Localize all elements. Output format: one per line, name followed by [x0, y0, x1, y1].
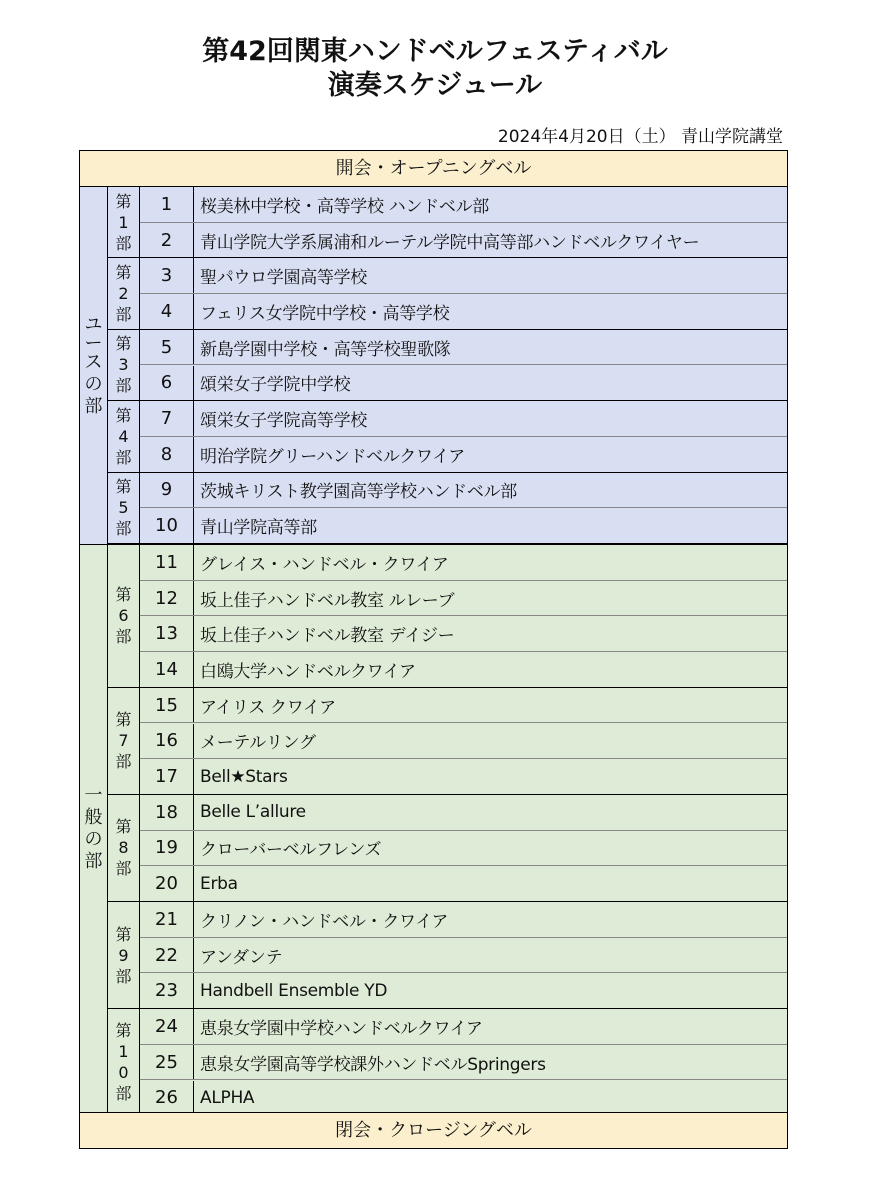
entry-name: メーテルリング: [200, 733, 316, 754]
table-row: [140, 401, 787, 437]
entry-number: 9: [140, 473, 194, 508]
part-label-char: 第: [115, 585, 132, 605]
entry-name: クローバーベルフレンズ: [200, 840, 382, 861]
part-label-char: 第: [115, 924, 132, 944]
part-label-char: 部: [115, 752, 132, 772]
part-label-char: 第: [115, 477, 132, 497]
table-row: [140, 545, 787, 581]
part-label: [108, 1009, 140, 1116]
part-label-char: 部: [115, 966, 132, 986]
entry-number: 15: [140, 688, 194, 723]
youth-label-char: ス: [84, 351, 103, 373]
part-label: [108, 258, 140, 329]
entry-name: アンダンテ: [200, 947, 283, 968]
part-label-char: 0: [118, 1063, 129, 1083]
part-label-char: 8: [118, 838, 129, 858]
table-row: [140, 795, 787, 831]
entry-name: 明治学院グリーハンドベルクワイア: [200, 446, 465, 467]
entry-name: 新島学園中学校・高等学校聖歌隊: [200, 339, 451, 360]
youth-label-char: の: [84, 373, 103, 395]
part-label-char: 第: [115, 817, 132, 837]
entry-name: 茨城キリスト教学園高等学校ハンドベル部: [200, 482, 517, 503]
part-label-char: 部: [115, 447, 132, 467]
table-row: [140, 973, 787, 1009]
entry-name: フェリス女学院中学校・高等学校: [200, 303, 450, 324]
part-label-char: 6: [118, 606, 129, 626]
opening-band: 開会・オープニングベル: [80, 151, 787, 187]
part-label-char: 部: [115, 627, 132, 647]
entry-name: 頌栄女子学院中学校: [200, 375, 351, 396]
entry-number: 22: [140, 938, 194, 973]
general-section-label: [80, 545, 108, 1113]
entry-number: 24: [140, 1009, 194, 1044]
youth-section: [80, 187, 787, 544]
entry-number: 2: [140, 223, 194, 258]
entry-number: 12: [140, 581, 194, 616]
table-row: [140, 223, 787, 259]
entry-number: 7: [140, 401, 194, 436]
table-row: [140, 1009, 787, 1045]
part-label-char: 1: [118, 1042, 129, 1062]
entry-name: 恵泉女学園高等学校課外ハンドベルSpringers: [200, 1054, 546, 1075]
entry-number: 20: [140, 866, 194, 901]
entry-name: アイリス クワイア: [200, 697, 336, 718]
part-label-char: 第: [115, 263, 132, 283]
entry-number: 21: [140, 902, 194, 937]
entry-name: グレイス・ハンドベル・クワイア: [200, 554, 449, 575]
entry-number: 3: [140, 258, 194, 293]
entry-name: 坂上佳子ハンドベル教室 ルレーブ: [200, 590, 455, 611]
table-row: [140, 258, 787, 294]
part-label-char: 9: [118, 945, 129, 965]
page-title: 第42回関東ハンドベルフェスティバル: [202, 36, 668, 67]
entry-number: 14: [140, 652, 194, 687]
table-row: [140, 688, 787, 724]
table-row: [140, 938, 787, 974]
part-label-char: 第: [115, 334, 132, 354]
part-label-char: 第: [115, 1021, 132, 1041]
entry-number: 16: [140, 724, 194, 759]
part-label-char: 7: [118, 731, 129, 751]
table-row: [140, 330, 787, 366]
part-label-char: 第: [115, 405, 132, 425]
entry-name: 頌栄女子学院高等学校: [200, 411, 367, 432]
table-row: [140, 652, 787, 688]
entry-name: 青山学院大学系属浦和ルーテル学院中高等部ハンドベルクワイヤー: [200, 232, 700, 253]
schedule-table: [79, 150, 788, 1149]
part-label-char: 部: [115, 519, 132, 539]
entry-number: 5: [140, 330, 194, 365]
part-label: [108, 187, 140, 258]
table-row: [140, 437, 787, 473]
entry-number: 6: [140, 366, 194, 401]
table-row: [140, 473, 787, 509]
table-row: [140, 294, 787, 330]
part-label: [108, 795, 140, 902]
table-row: [140, 1081, 787, 1117]
general-label-char: の: [84, 829, 103, 850]
table-row: [140, 581, 787, 617]
youth-label-char: ユ: [84, 313, 103, 335]
youth-section-label: [80, 187, 108, 544]
entry-number: 25: [140, 1045, 194, 1080]
part-label-char: 4: [118, 426, 129, 446]
part-label-char: 部: [115, 859, 132, 879]
entry-name: 聖パウロ学園高等学校: [200, 268, 367, 289]
entry-number: 18: [140, 795, 194, 830]
part-label-char: 部: [115, 376, 132, 396]
entry-name: Bell★Stars: [200, 766, 288, 787]
table-row: [140, 866, 787, 902]
general-label-char: 般: [84, 807, 103, 828]
part-label-char: 1: [118, 212, 129, 232]
entry-number: 17: [140, 759, 194, 794]
part-label-char: 5: [118, 498, 129, 518]
entry-name: 青山学院高等部: [200, 518, 317, 539]
general-label-char: 一: [84, 785, 103, 806]
entry-name: 白鴎大学ハンドベルクワイア: [200, 661, 416, 682]
part-label: [108, 902, 140, 1009]
part-label-char: 第: [115, 710, 132, 730]
youth-label-char: 部: [84, 395, 103, 417]
part-label-char: 第: [115, 191, 132, 211]
youth-label-char: ー: [84, 332, 103, 354]
entry-number: 8: [140, 437, 194, 472]
date-venue: 2024年4月20日（土） 青山学院講堂: [497, 127, 783, 147]
part-label: [108, 401, 140, 472]
entry-name: ALPHA: [200, 1087, 255, 1108]
part-label: [108, 545, 140, 688]
general-section: [80, 544, 787, 1113]
part-label-char: 3: [118, 355, 129, 375]
part-label-char: 部: [115, 1084, 132, 1104]
entry-number: 19: [140, 831, 194, 866]
table-row: [140, 902, 787, 938]
page-subtitle: 演奏スケジュール: [327, 70, 543, 101]
part-label-char: 部: [115, 305, 132, 325]
table-row: [140, 366, 787, 402]
table-row: [140, 759, 787, 795]
part-label: [108, 330, 140, 401]
entry-number: 10: [140, 508, 194, 543]
table-row: [140, 1045, 787, 1081]
part-label: [108, 473, 140, 544]
entry-name: 恵泉女学園中学校ハンドベルクワイア: [200, 1018, 483, 1039]
entry-name: 坂上佳子ハンドベル教室 デイジー: [200, 626, 455, 647]
entry-number: 11: [140, 545, 194, 580]
part-label-char: 部: [115, 233, 132, 253]
entry-name: Belle L’allure: [200, 802, 306, 823]
part-label: [108, 688, 140, 795]
entry-name: 桜美林中学校・高等学校 ハンドベル部: [200, 196, 490, 217]
entry-number: 13: [140, 616, 194, 651]
entry-name: Handbell Ensemble YD: [200, 980, 388, 1001]
entry-number: 26: [140, 1081, 194, 1116]
entry-name: クリノン・ハンドベル・クワイア: [200, 911, 449, 932]
table-row: [140, 508, 787, 544]
part-label-char: 2: [118, 284, 129, 304]
table-row: [140, 724, 787, 760]
entry-name: Erba: [200, 873, 238, 894]
entry-number: 1: [140, 187, 194, 222]
entry-number: 23: [140, 973, 194, 1008]
entry-number: 4: [140, 294, 194, 329]
table-row: [140, 187, 787, 223]
table-row: [140, 831, 787, 867]
general-label-char: 部: [84, 851, 103, 872]
closing-band: 閉会・クロージングベル: [80, 1112, 787, 1148]
table-row: [140, 616, 787, 652]
